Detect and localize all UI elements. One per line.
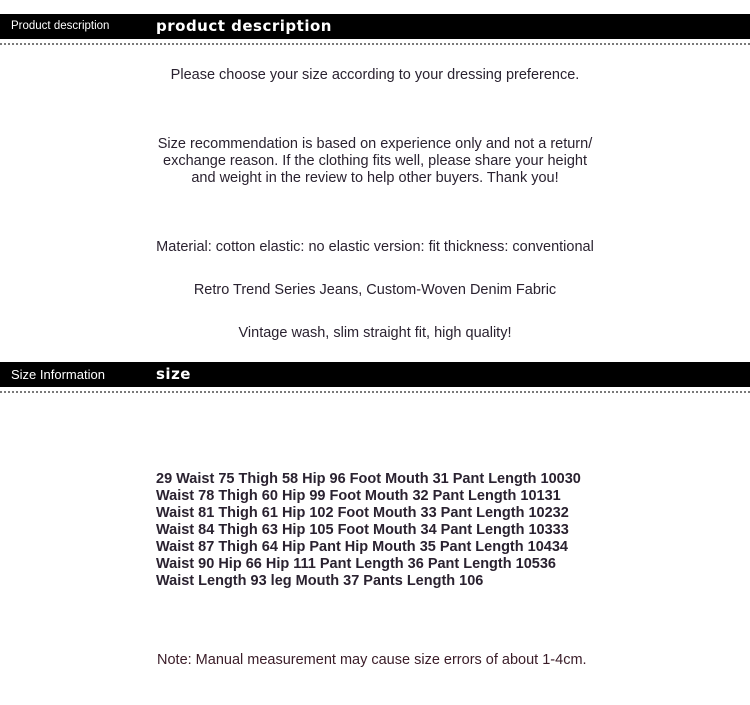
series-text: Retro Trend Series Jeans, Custom-Woven Denim Fabric	[193, 282, 557, 298]
size-line: 29 Waist 75 Thigh 58 Hip 96 Foot Mouth 31 Pant Length 10030	[156, 471, 581, 487]
size-list	[156, 471, 716, 590]
preference-text: Please choose your size according to your dressing preference.	[170, 67, 580, 83]
section-left-label: Size Information	[11, 367, 105, 382]
size-line: Waist 87 Thigh 64 Hip Pant Hip Mouth 35 Pant Length 10434	[156, 539, 568, 555]
size-line: Waist 84 Thigh 63 Hip 105 Foot Mouth 34 Pant Length 10333	[156, 522, 569, 538]
wash-text: Vintage wash, slim straight fit, high quality!	[238, 325, 512, 341]
product-description-header	[0, 14, 750, 39]
section-title: size	[156, 365, 191, 383]
dotted-divider	[0, 43, 750, 45]
size-line: Waist 90 Hip 66 Hip 111 Pant Length 36 Pant Length 10536	[156, 556, 556, 572]
material-text: Material: cotton elastic: no elastic version: fit thickness: conventional	[156, 239, 594, 255]
size-recommendation-text: Size recommendation is based on experience only and not a return/ exchange reason. If the clothing fits well, please share your height and weight in the review to help other buyers. Thank you!	[157, 136, 593, 186]
size-line: Waist 81 Thigh 61 Hip 102 Foot Mouth 33 Pant Length 10232	[156, 505, 569, 521]
section-left-label: Product description	[11, 20, 110, 32]
size-line: Waist Length 93 leg Mouth 37 Pants Length 106	[156, 573, 484, 589]
size-line: Waist 78 Thigh 60 Hip 99 Foot Mouth 32 Pant Length 10131	[156, 488, 561, 504]
size-information-header	[0, 362, 750, 387]
section-title: product description	[156, 17, 332, 35]
measurement-note: Note: Manual measurement may cause size errors of about 1-4cm.	[157, 652, 587, 668]
dotted-divider	[0, 391, 750, 393]
